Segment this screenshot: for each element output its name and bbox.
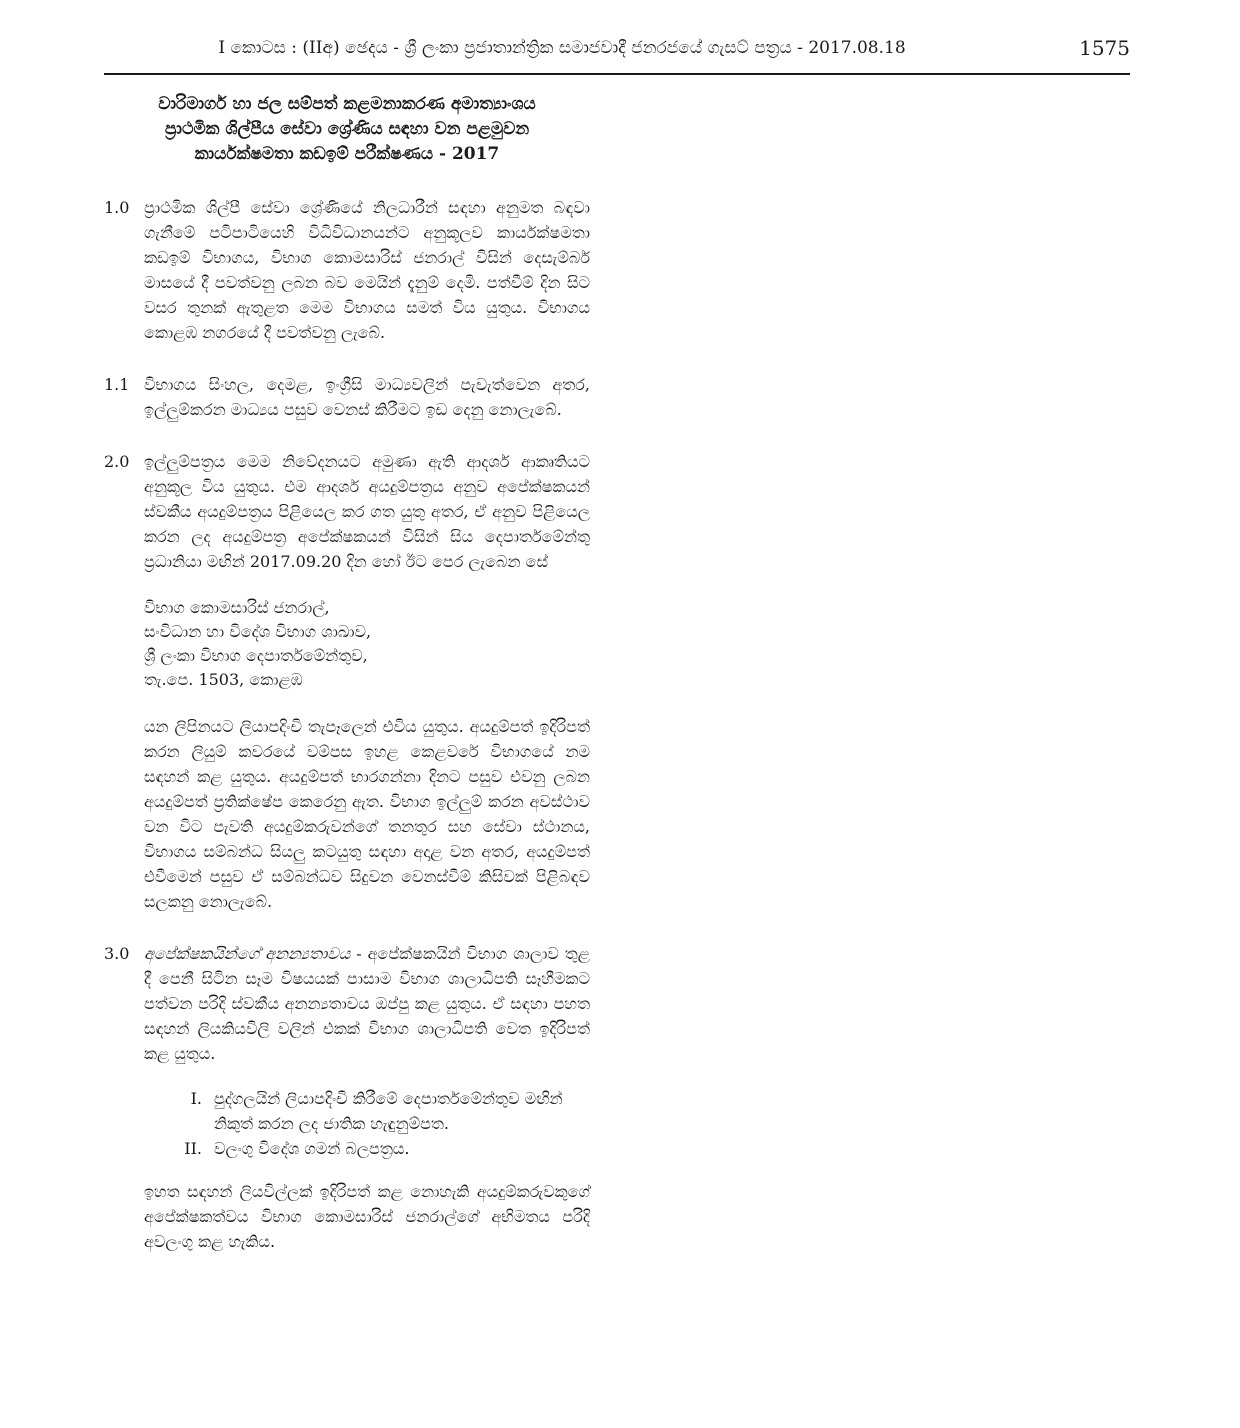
section-text-body: - අපේක්ෂකයින් විභාග ශාලාව තුළ දී පෙනී සිටින සෑම විෂයයක් පාසාම විභාග ශාලාධිපති සෑහීමකට පත්වන පරිදි ස්වකීය අනන්‍යතාවය ඔප්පු කළ යුතුය. ඒ සඳහා පහත සඳහන් ලියකියවිලි වලින් එකක් විභාග ශාලාධිපති වෙත ඉදිරිපත් කළ යුතුය. (144, 944, 590, 1063)
mailing-address (144, 596, 590, 692)
notice-title-line: ප්‍රාථමික ශිල්පීය සේවා ශ්‍රේණිය සඳහා වන පළමුවන (164, 119, 530, 139)
address-line: තැ.පෙ. 1503, කොළඹ (144, 670, 303, 689)
section-text (144, 941, 590, 1066)
notice-column (104, 92, 590, 1281)
address-line: විභාග කොමසාරිස් ජනරාල්, (144, 598, 330, 617)
notice-title-line: වාරිමාර්ග හා ජල සම්පත් කළමනාකරණ අමාත්‍යාංශය (158, 94, 536, 114)
section-lead-heading: අපේක්ෂකයින්ගේ අනන්‍යතාවය (144, 944, 351, 963)
section-closing: ඉහත සඳහන් ලියවිල්ලක් ඉදිරිපත් කළ නොහැකි අයදුම්කරුවකුගේ අපේක්ෂකත්වය විභාග කොමසාරිස් ජනරාල්ගේ අභිමතය පරිදි අවලංගු කළ හැකිය. (144, 1182, 590, 1251)
header-divider (104, 73, 1130, 75)
section-1-0 (104, 195, 590, 345)
page-number: 1575 (1079, 36, 1130, 60)
section-1-1 (104, 372, 590, 422)
section-text: විභාගය සිංහල, දෙමළ, ඉංග්‍රීසි මාධ්‍යවලින් පැවැත්වෙන අතර, ඉල්ලුම්කරන මාධ්‍යය පසුව වෙනස් කිරීමට ඉඩ දෙනු නොලැබේ. (144, 375, 590, 419)
list-item-text: වලංගු විදේශ ගමන් බලපත්‍රය. (214, 1139, 410, 1158)
list-item-number: II. (184, 1139, 202, 1158)
section-number: 3.0 (104, 944, 130, 963)
address-line: ශ්‍රී ලංකා විභාග දෙපාර්තමේන්තුව, (144, 646, 368, 665)
gazette-header-title: I කොටස : (IIඅ) ඡෙදය - ශ්‍රී ලංකා ප්‍රජාතාන්ත්‍රික සමාජවාදී ජනරජයේ ගැසට් පත්‍රය - 2017.08.18 (218, 38, 906, 58)
list-item-number: I. (190, 1089, 202, 1108)
section-text: ප්‍රාථමික ශිල්පී සේවා ශ්‍රේණියේ නිලධාරීන් සඳහා අනුමත බඳවා ගැනීමේ පටිපාටියෙහි විධිවිධානයන්ට අනුකූලව කාර්යක්ෂමතා කඩඉම් විභාගය, විභාග කොමසාරිස් ජනරාල් විසින් දෙසැම්බර් මාසයේ දී පවත්වනු ලබන බව මෙයින් දැනුම් දෙමි. පත්වීම් දින සිට වසර තුනක් ඇතුළත මෙම විභාගය සමත් විය යුතුය. විභාගය කොළඹ නගරයේ දී පවත්වනු ලැබේ. (144, 198, 590, 342)
identity-documents-list (168, 1086, 590, 1161)
list-item-text: පුද්ගලයින් ලියාපදිංචි කිරීමේ දෙපාර්තමේන්තුව මඟින් නිකුත් කරන ලද ජාතික හැඳුනුම්පත. (214, 1089, 563, 1133)
section-continuation: යන ලිපිනයට ලියාපදිංචි තැපෑලෙන් එවිය යුතුය. අයදුම්පත් ඉදිරිපත් කරන ලියුම් කවරයේ වම්පස ඉහළ කෙළවරේ විභාගයේ නම සඳහන් කළ යුතුය. අයදුම්පත් භාරගන්නා දිනට පසුව එවනු ලබන අයදුම්පත් ප්‍රතික්ෂේප කෙරෙනු ඇත. විභාග ඉල්ලුම් කරන අවස්ථාව වන විට පැවති අයදුම්කරුවන්ගේ තනතුර සහ සේවා ස්ථානය, විභාගය සම්බන්ධ සියලු කටයුතු සඳහා අදාළ වන අතර, අයදුම්පත් එවීමෙන් පසුව ඒ සම්බන්ධව සිදුවන වෙනස්වීම් කිසිවක් පිළිබඳව සලකනු නොලැබේ. (144, 717, 590, 911)
list-item (168, 1086, 590, 1136)
list-item (168, 1136, 590, 1161)
notice-title-line: කාර්යක්ෂමතා කඩඉම් පරීක්ෂණය - 2017 (194, 144, 500, 164)
section-number: 2.0 (104, 452, 130, 471)
section-number: 1.0 (104, 198, 130, 217)
section-3-0 (104, 941, 590, 1254)
section-number: 1.1 (104, 375, 130, 394)
gazette-header (104, 34, 1130, 74)
address-line: සංවිධාන හා විදේශ විභාග ශාඛාව, (144, 622, 372, 641)
section-text: ඉල්ලුම්පත්‍රය මෙම නිවේදනයට අමුණා ඇති ආදර්ශ ආකෘතියට අනුකූල විය යුතුය. එම ආදර්ශ අයදුම්පත්‍රය අනුව අපේක්ෂකයන් ස්වකීය අයදුම්පත්‍රය පිළියෙල කර ගත යුතු අතර, ඒ අනුව පිළියෙල කරන ලද අයදුම්පත්‍ර අපේක්ෂකයන් විසින් සිය දෙපාර්තමේන්තු ප්‍රධානියා මඟින් 2017.09.20 දින හෝ ඊට පෙර ලැබෙන සේ (144, 452, 590, 571)
notice-title (104, 92, 590, 167)
section-2-0 (104, 449, 590, 914)
